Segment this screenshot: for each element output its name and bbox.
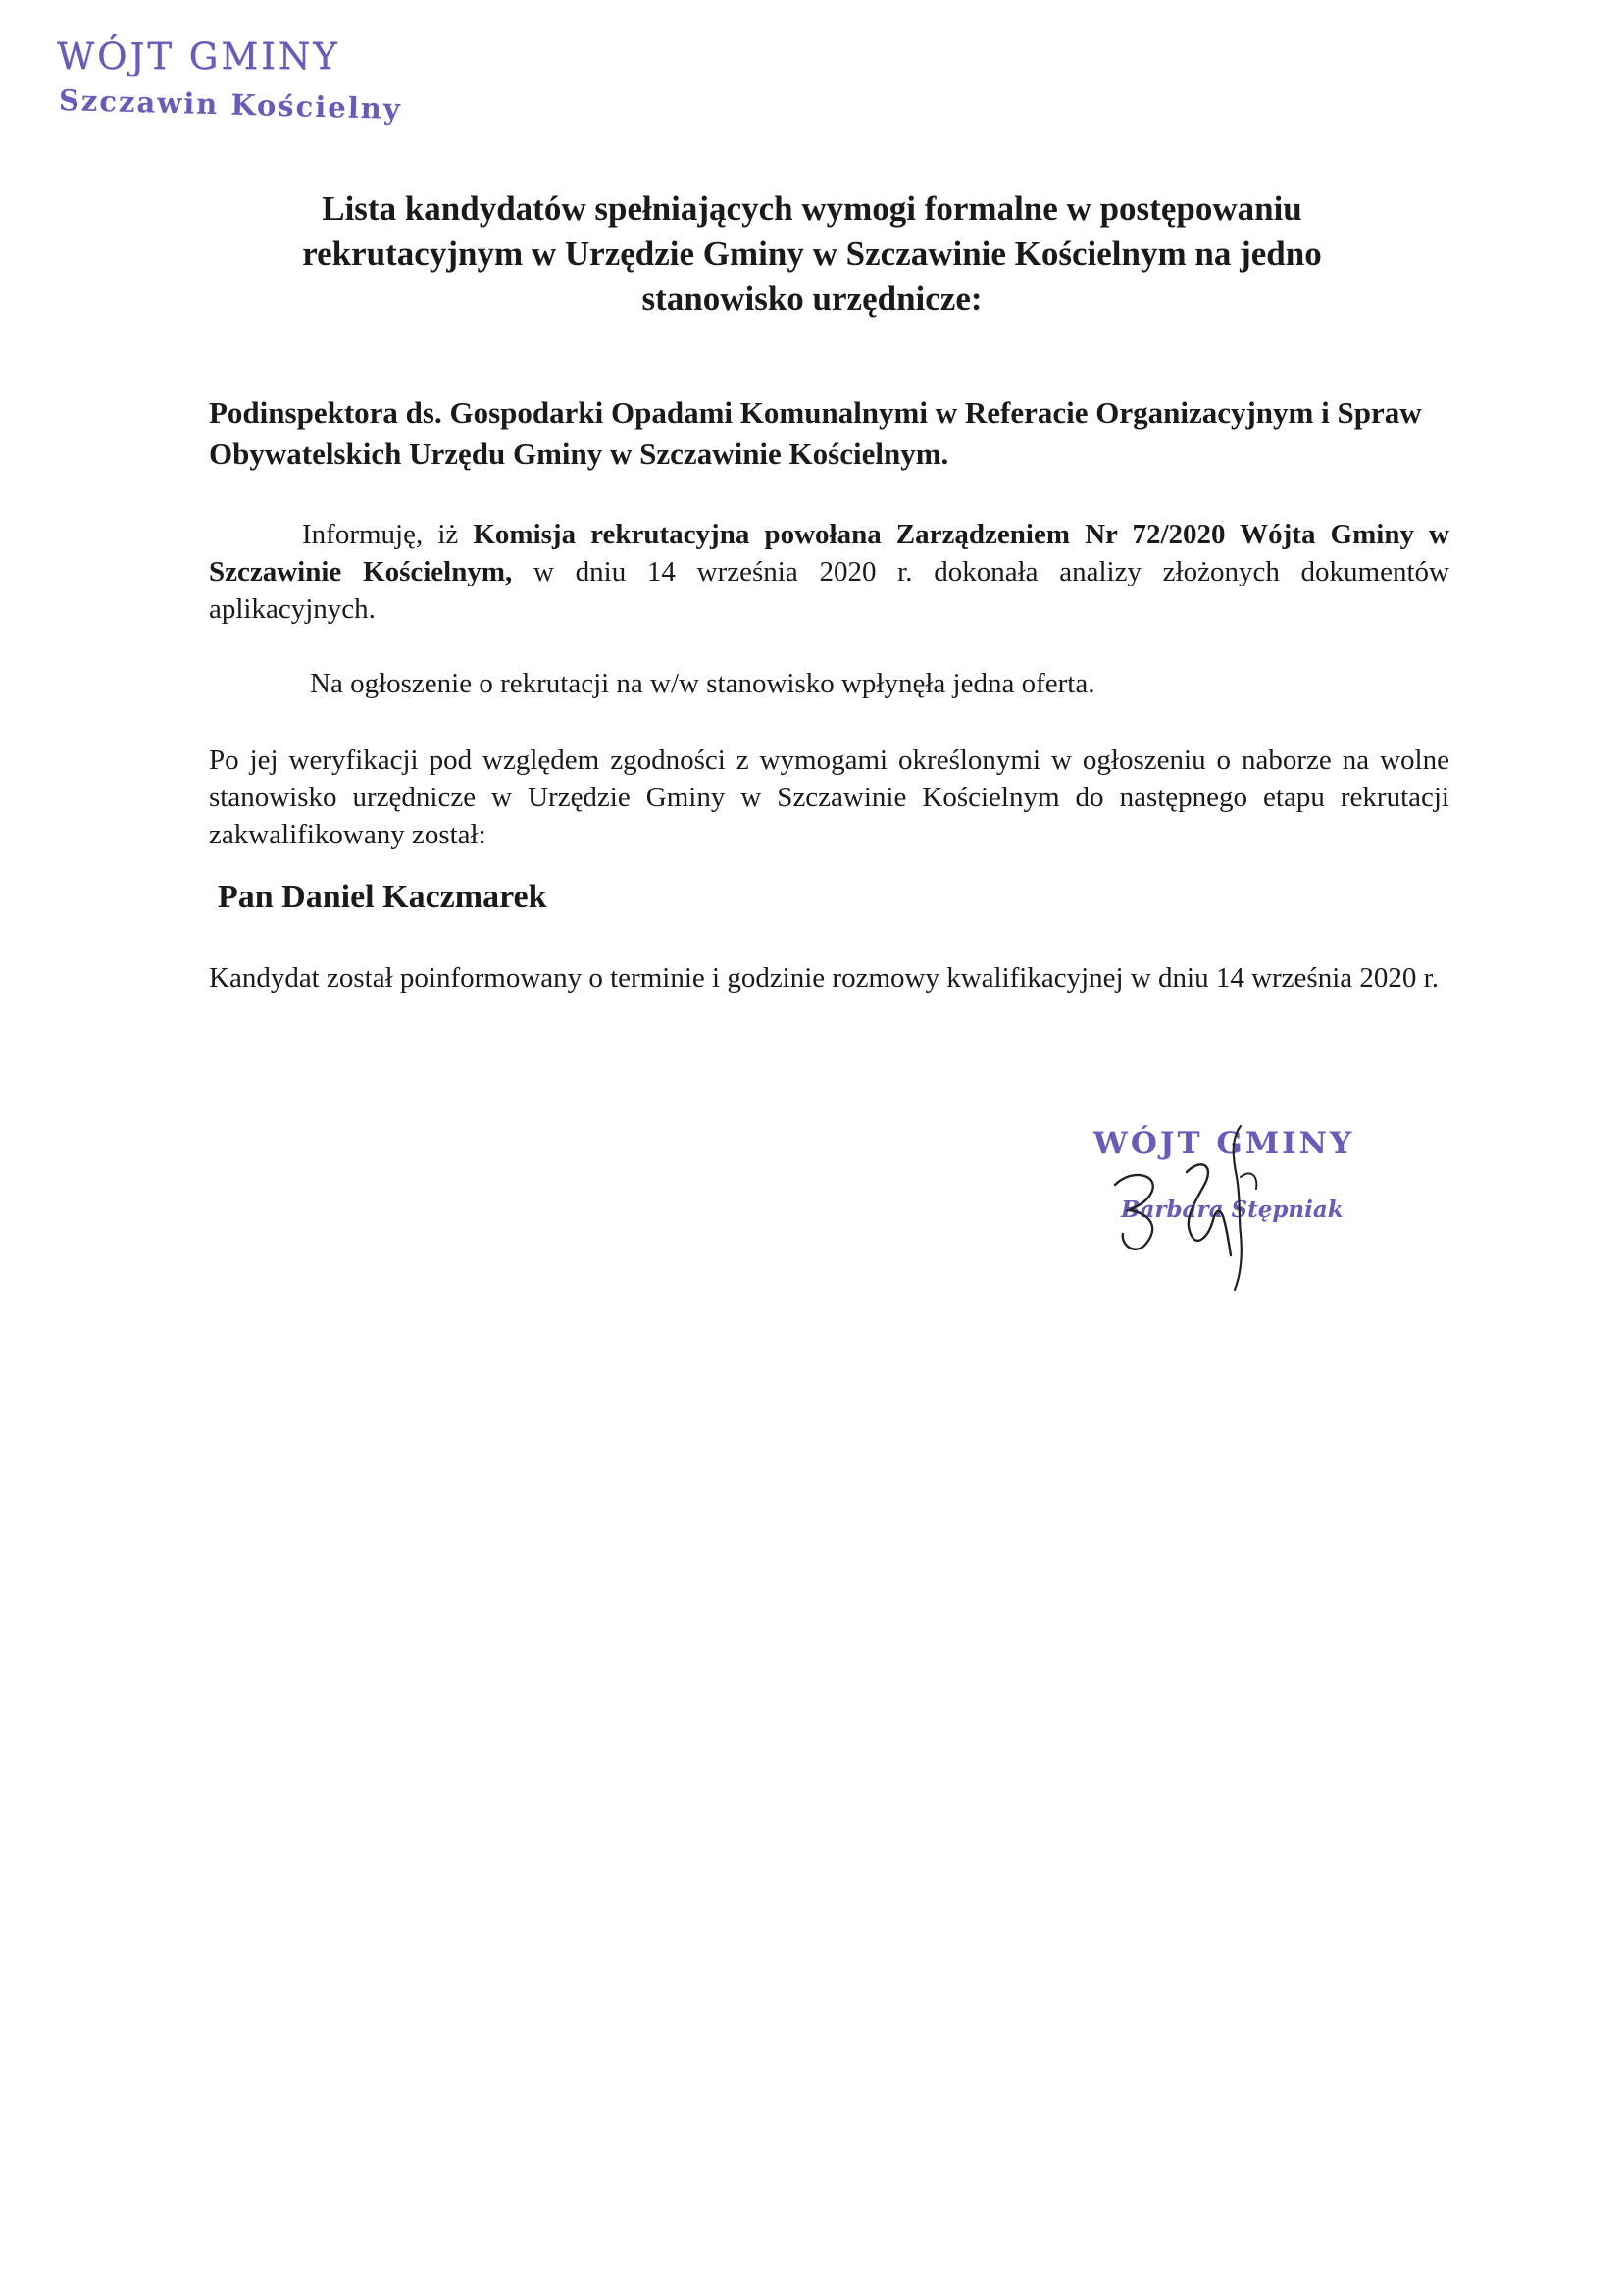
paragraph-offers: Na ogłoszenie o rekrutacji na w/w stanowisko wpłynęła jedna oferta. [310, 668, 1095, 699]
paragraph-commission-bold: Komisja rekrutacyjna powołana Zarządzeniem Nr 72/2020 Wójta Gminy w Szczawinie Kościelnym, [209, 519, 1449, 587]
paragraph-commission [209, 516, 1449, 628]
title-line-1: Lista kandydatów spełniających wymogi formalne w postępowaniu [322, 189, 1302, 228]
stamp-title: WÓJT GMINY [57, 35, 340, 77]
document-title [0, 186, 1624, 322]
paragraph-interview: Kandydat został poinformowany o terminie i godzinie rozmowy kwalifikacyjnej w dniu 14 września 2020 r. [209, 962, 1439, 994]
candidate-name: Pan Daniel Kaczmarek [218, 879, 547, 915]
handwritten-signature [1093, 1118, 1388, 1314]
paragraph-commission-suffix: w dniu 14 września 2020 r. dokonała analizy złożonych dokumentów aplikacyjnych. [209, 556, 1449, 625]
header-stamp [57, 35, 403, 127]
paragraph-commission-prefix: Informuję, iż [302, 519, 474, 550]
paragraph-verification: Po jej weryfikacji pod względem zgodności z wymogami określonymi w ogłoszeniu o naborze na wolne stanowisko urzędnicze w Urzędzie Gminy w Szczawinie Kościelnym do następnego etapu rekrutacji zakwalifikowany został: [209, 744, 1449, 850]
signature-stamp-name: Barbara Stępniak [1121, 1197, 1344, 1223]
stamp-municipality: Szczawin Kościelny [58, 83, 403, 127]
signature-stamp [1093, 1118, 1388, 1314]
position-subject: Podinspektora ds. Gospodarki Opadami Komunalnymi w Referacie Organizacyjnym i Spraw Obywatelskich Urzędu Gminy w Szczawinie Kościelnym. [209, 395, 1422, 471]
title-line-3: stanowisko urzędnicze: [641, 280, 983, 318]
title-line-2: rekrutacyjnym w Urzędzie Gminy w Szczawinie Kościelnym na jedno [302, 234, 1322, 273]
signature-stamp-title: WÓJT GMINY [1093, 1126, 1355, 1161]
